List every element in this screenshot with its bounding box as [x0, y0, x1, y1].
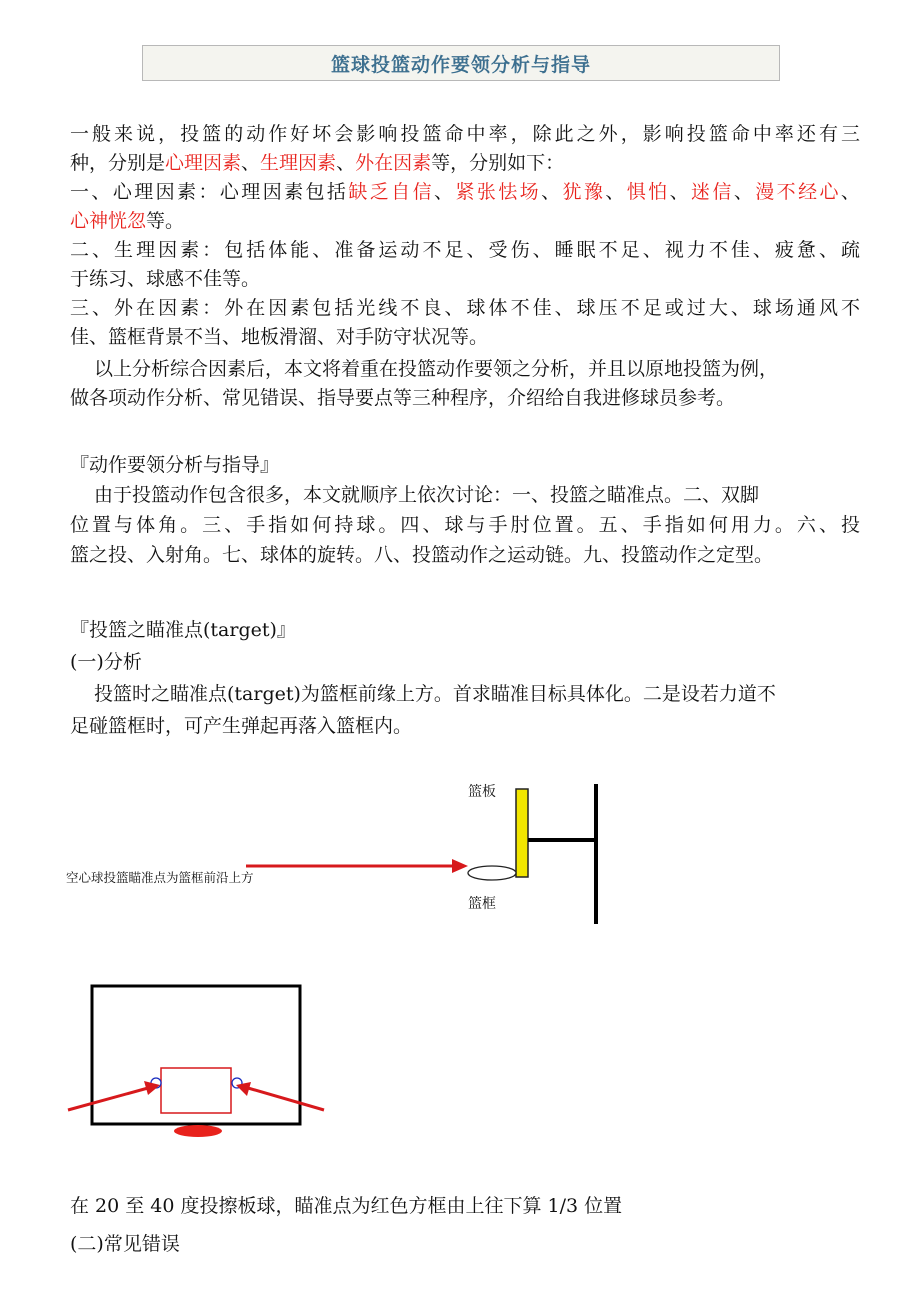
- section-actions-line-1: 由于投篮动作包含很多，本文就顺序上依次讨论：一、投篮之瞄准点。二、双脚: [94, 484, 760, 506]
- summary-line-2: 做各项动作分析、常见错误、指导要点等三种程序，介绍给自我进修球员参考。: [70, 387, 736, 409]
- factor-external: 外在因素: [355, 152, 432, 174]
- section-actions-heading: 『动作要领分析与指导』: [70, 454, 280, 476]
- psych-line-2: 心神恍忽等。: [70, 210, 185, 232]
- rim-ellipse: [468, 866, 516, 880]
- page-title: 篮球投篮动作要领分析与指导: [330, 53, 591, 76]
- title-box: [142, 45, 780, 81]
- section-target-heading: 『投篮之瞄准点(target)』: [70, 619, 296, 641]
- intro-line-1: 一般来说，投篮的动作好坏会影响投篮命中率，除此之外，影响投篮命中率还有三: [70, 123, 860, 145]
- aim-arrow-head: [452, 859, 468, 873]
- factor-psych: 心理因素: [165, 152, 242, 174]
- section-target-line-2: 足碰篮框时，可产生弹起再落入篮框内。: [70, 715, 413, 737]
- section-actions-line-3: 篮之投、入射角。七、球体的旋转。八、投篮动作之运动链。九、投篮动作之定型。: [70, 544, 774, 566]
- physio-line-1: 二、生理因素：包括体能、准备运动不足、受伤、睡眠不足、视力不佳、疲惫、疏: [70, 239, 860, 261]
- backboard-label: 篮板: [468, 784, 496, 800]
- external-line-2: 佳、篮框背景不当、地板滑溜、对手防守状况等。: [70, 326, 489, 348]
- physio-line-2: 于练习、球感不佳等。: [70, 268, 261, 290]
- section-target-sub1: (一)分析: [70, 651, 142, 673]
- section-target: [70, 614, 860, 742]
- section-target-line-1: 投篮时之瞄准点(target)为篮框前缘上方。首求瞄准目标具体化。二是设若力道不: [94, 683, 776, 705]
- psych-line-1: 一、心理因素：心理因素包括缺乏自信、紧张怯场、犹豫、惧怕、迷信、漫不经心、: [70, 181, 860, 203]
- factor-physio: 生理因素: [260, 152, 337, 174]
- front-view-diagram: [60, 978, 340, 1140]
- caption-block: [70, 1190, 860, 1260]
- intro-line-2: 种，分别是心理因素、生理因素、外在因素等，分别如下：: [70, 152, 565, 174]
- summary-line-1: 以上分析综合因素后，本文将着重在投篮动作要领之分析，并且以原地投篮为例，: [94, 358, 779, 380]
- external-line-1: 三、外在因素：外在因素包括光线不良、球体不佳、球压不足或过大、球场通风不: [70, 297, 860, 319]
- rim-label: 篮框: [468, 896, 496, 912]
- backboard-shape: [516, 789, 528, 877]
- target-square: [161, 1068, 231, 1113]
- section-actions: [70, 450, 860, 570]
- section-actions-line-2: 位置与体角。三、手指如何持球。四、球与手肘位置。五、手指如何用力。六、投: [70, 514, 860, 536]
- diagram-caption: 在 20 至 40 度投擦板球，瞄准点为红色方框由上往下算 1/3 位置: [70, 1195, 623, 1217]
- section-errors-heading: (二)常见错误: [70, 1233, 180, 1255]
- rim-front: [174, 1125, 222, 1137]
- aim-arrow-label: 空心球投篮瞄准点为篮框前沿上方: [66, 870, 254, 885]
- side-view-diagram: [60, 770, 620, 935]
- intro-block: [70, 120, 860, 413]
